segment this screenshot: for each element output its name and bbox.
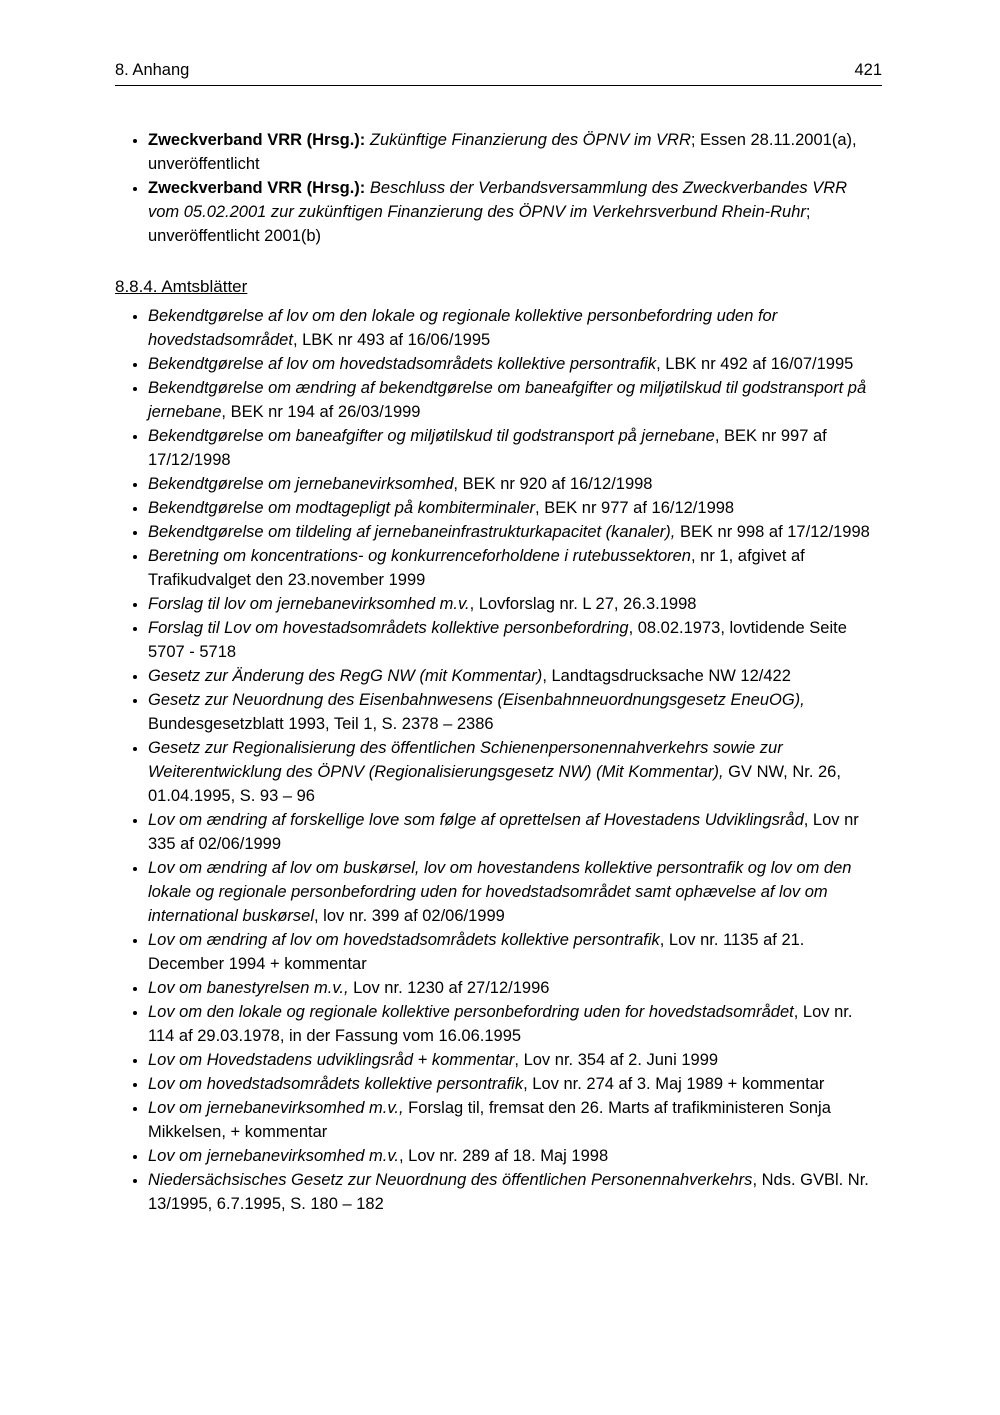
entry-text-italic: Bekendtgørelse om tildeling af jernebaneinfrastrukturkapacitet (kanaler), <box>148 523 676 541</box>
entry-text-italic: Bekendtgørelse om ændring af bekendtgørelse om baneafgifter og miljøtilskud til godstransport på jernebane <box>148 379 867 421</box>
entry-text-normal: Lov nr. 1230 af 27/12/1996 <box>348 979 550 997</box>
bibliography-entry <box>148 856 882 928</box>
bibliography-entry <box>148 736 882 808</box>
entry-text-italic: Niedersächsisches Gesetz zur Neuordnung des öffentlichen Personennahverkehrs <box>148 1171 753 1189</box>
bibliography-entry <box>148 664 882 688</box>
entry-text-normal: GV NW, Nr. 26, 01.04.1995, S. 93 – 96 <box>148 763 841 805</box>
entry-text-bold: Zweckverband VRR (Hrsg.): <box>148 179 370 197</box>
bibliography-entry <box>148 496 882 520</box>
bibliography-entry <box>148 472 882 496</box>
entry-text-italic: Bekendtgørelse om jernebanevirksomhed <box>148 475 454 493</box>
section-heading-amtsblaetter: 8.8.4. Amtsblätter <box>115 277 248 296</box>
bibliography-entry <box>148 1144 882 1168</box>
bibliography-entry <box>148 688 882 736</box>
entry-text-italic: Bekendtgørelse af lov om den lokale og regionale kollektive personbefordring uden for hovedstadsområdet <box>148 307 778 349</box>
bibliography-entry <box>148 128 882 176</box>
entry-text-italic: Lov om den lokale og regionale kollektive personbefordring uden for hovedstadsområdet <box>148 1003 794 1021</box>
entry-text-italic: Forslag til Lov om hovestadsområdets kollektive personbefordring <box>148 619 629 637</box>
entry-text-italic: Zukünftige Finanzierung des ÖPNV im VRR <box>369 131 691 149</box>
bibliography-entry <box>148 928 882 976</box>
page-header <box>115 58 882 86</box>
entry-text-italic: Bekendtgørelse af lov om hovedstadsområdets kollektive persontrafik <box>148 355 657 373</box>
bibliography-list-verbaende <box>115 128 882 248</box>
entry-text-italic: Lov om ændring af lov om hovedstadsområdets kollektive persontrafik <box>148 931 660 949</box>
entry-text-normal: , Lov nr 335 af 02/06/1999 <box>148 811 859 853</box>
bibliography-entry <box>148 544 882 592</box>
entry-text-normal: Forslag til, fremsat den 26. Marts af trafikministeren Sonja Mikkelsen, + kommentar <box>148 1099 831 1141</box>
entry-text-normal: , lov nr. 399 af 02/06/1999 <box>314 907 505 925</box>
entry-text-normal: BEK nr 998 af 17/12/1998 <box>675 523 870 541</box>
entry-text-normal: , BEK nr 194 af 26/03/1999 <box>221 403 421 421</box>
entry-text-normal: , nr 1, afgivet af Trafikudvalget den 23.november 1999 <box>148 547 805 589</box>
bibliography-list-amtsblaetter <box>115 304 882 1216</box>
bibliography-entry <box>148 616 882 664</box>
entry-text-normal: , BEK nr 997 af 17/12/1998 <box>148 427 827 469</box>
bibliography-entry <box>148 1096 882 1144</box>
entry-text-italic: Gesetz zur Änderung des RegG NW (mit Kommentar) <box>148 667 543 685</box>
bibliography-entry <box>148 376 882 424</box>
bibliography-entry <box>148 176 882 248</box>
entry-text-normal: , BEK nr 977 af 16/12/1998 <box>535 499 735 517</box>
bibliography-entry <box>148 808 882 856</box>
entry-text-normal: , Lov nr. 354 af 2. Juni 1999 <box>514 1051 719 1069</box>
bibliography-entry <box>148 1168 882 1216</box>
entry-text-bold: Zweckverband VRR (Hrsg.): <box>148 131 370 149</box>
page-number: 421 <box>854 61 882 79</box>
entry-text-italic: Lov om ændring af lov om buskørsel, lov om hovestandens kollektive persontrafik og lov om den lokale og regionale personbefordring uden for hovedstadsområdet samt ophævelse af lov om international buskørsel <box>148 859 852 925</box>
entry-text-italic: Lov om banestyrelsen m.v., <box>148 979 349 997</box>
entry-text-italic: Lov om hovedstadsområdets kollektive persontrafik <box>148 1075 524 1093</box>
bibliography-entry <box>148 424 882 472</box>
entry-text-normal: , Lov nr. 274 af 3. Maj 1989 + kommentar <box>523 1075 825 1093</box>
entry-text-normal: , LBK nr 492 af 16/07/1995 <box>656 355 854 373</box>
page-content <box>115 128 882 1216</box>
entry-text-normal: , Lov nr. 114 af 29.03.1978, in der Fassung vom 16.06.1995 <box>148 1003 853 1045</box>
entry-text-italic: Bekendtgørelse om baneafgifter og miljøtilskud til godstransport på jernebane <box>148 427 715 445</box>
entry-text-italic: Beschluss der Verbandsversammlung des Zweckverbandes VRR vom 05.02.2001 zur zukünftigen Finanzierung des ÖPNV im Verkehrsverbund Rhein-Ruhr <box>148 179 848 221</box>
entry-text-italic: Lov om jernebanevirksomhed m.v., <box>148 1099 404 1117</box>
entry-text-normal: , Lovforslag nr. L 27, 26.3.1998 <box>469 595 697 613</box>
entry-text-normal: , Nds. GVBl. Nr. 13/1995, 6.7.1995, S. 180 – 182 <box>148 1171 869 1213</box>
entry-text-normal: ; unveröffentlicht 2001(b) <box>148 203 811 245</box>
bibliography-entry <box>148 352 882 376</box>
entry-text-italic: Gesetz zur Neuordnung des Eisenbahnwesens (Eisenbahnneuordnungsgesetz EneuOG), <box>148 691 805 709</box>
entry-text-normal: Bundesgesetzblatt 1993, Teil 1, S. 2378 – 2386 <box>148 715 494 733</box>
running-header-title: 8. Anhang <box>115 61 190 79</box>
entry-text-normal: , Landtagsdrucksache NW 12/422 <box>542 667 791 685</box>
entry-text-italic: Gesetz zur Regionalisierung des öffentlichen Schienenpersonennahverkehrs sowie zur Weiterentwicklung des ÖPNV (Regionalisierungsgesetz NW) (Mit Kommentar), <box>148 739 783 781</box>
entry-text-italic: Lov om ændring af forskellige love som følge af oprettelsen af Hovestadens Udviklingsråd <box>148 811 804 829</box>
bibliography-entry <box>148 976 882 1000</box>
bibliography-entry <box>148 592 882 616</box>
entry-text-normal: , BEK nr 920 af 16/12/1998 <box>453 475 653 493</box>
entry-text-normal: , Lov nr. 289 af 18. Maj 1998 <box>398 1147 609 1165</box>
bibliography-entry <box>148 1072 882 1096</box>
bibliography-entry <box>148 304 882 352</box>
bibliography-entry <box>148 1048 882 1072</box>
entry-text-normal: , Lov nr. 1135 af 21. December 1994 + kommentar <box>148 931 805 973</box>
entry-text-normal: , 08.02.1973, lovtidende Seite 5707 - 5718 <box>148 619 847 661</box>
entry-text-italic: Lov om jernebanevirksomhed m.v. <box>148 1147 399 1165</box>
entry-text-normal: ; Essen 28.11.2001(a), unveröffentlicht <box>148 131 857 173</box>
entry-text-italic: Beretning om koncentrations- og konkurrenceforholdene i rutebussektoren <box>148 547 691 565</box>
bibliography-entry <box>148 1000 882 1048</box>
entry-text-italic: Forslag til lov om jernebanevirksomhed m.v. <box>148 595 470 613</box>
entry-text-normal: , LBK nr 493 af 16/06/1995 <box>292 331 491 349</box>
entry-text-italic: Bekendtgørelse om modtagepligt på kombiterminaler <box>148 499 536 517</box>
entry-text-italic: Lov om Hovedstadens udviklingsråd + kommentar <box>148 1051 515 1069</box>
bibliography-entry <box>148 520 882 544</box>
